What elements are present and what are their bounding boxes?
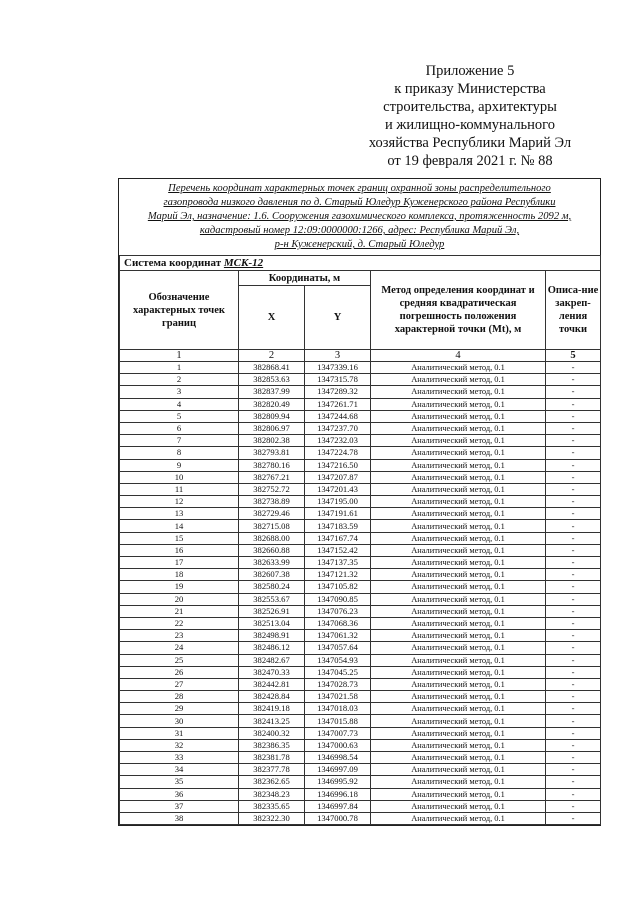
column-number: 4 xyxy=(371,350,546,362)
point-number-cell: 14 xyxy=(120,520,239,532)
description-cell: - xyxy=(546,630,601,642)
method-cell: Аналитический метод, 0.1 xyxy=(371,508,546,520)
description-cell: - xyxy=(546,435,601,447)
point-number-cell: 15 xyxy=(120,532,239,544)
x-coordinate-cell: 382381.78 xyxy=(239,752,305,764)
title-line: газопровода низкого давления по д. Старый Юледур Куженерского района Республики xyxy=(163,197,556,208)
title-line: Перечень координат характерных точек границ охранной зоны распределительного xyxy=(168,183,551,194)
point-number-cell: 1 xyxy=(120,362,239,374)
method-cell: Аналитический метод, 0.1 xyxy=(371,654,546,666)
point-number-cell: 8 xyxy=(120,447,239,459)
point-number-cell: 30 xyxy=(120,715,239,727)
header-line: Приложение 5 xyxy=(425,63,515,79)
description-cell: - xyxy=(546,398,601,410)
y-coordinate-cell: 1346997.09 xyxy=(305,764,371,776)
description-cell: - xyxy=(546,703,601,715)
method-cell: Аналитический метод, 0.1 xyxy=(371,422,546,434)
method-cell: Аналитический метод, 0.1 xyxy=(371,678,546,690)
method-cell: Аналитический метод, 0.1 xyxy=(371,666,546,678)
point-number-cell: 22 xyxy=(120,617,239,629)
description-cell: - xyxy=(546,752,601,764)
point-number-cell: 25 xyxy=(120,654,239,666)
point-number-cell: 11 xyxy=(120,483,239,495)
y-coordinate-cell: 1347000.78 xyxy=(305,812,371,824)
point-number-cell: 17 xyxy=(120,557,239,569)
column-number: 5 xyxy=(546,350,601,362)
table-row xyxy=(120,617,601,629)
method-cell: Аналитический метод, 0.1 xyxy=(371,459,546,471)
table-row xyxy=(120,752,601,764)
table-row xyxy=(120,800,601,812)
y-coordinate-cell: 1347054.93 xyxy=(305,654,371,666)
method-cell: Аналитический метод, 0.1 xyxy=(371,471,546,483)
table-row xyxy=(120,544,601,556)
y-coordinate-cell: 1346998.54 xyxy=(305,752,371,764)
table-row xyxy=(120,532,601,544)
point-number-cell: 21 xyxy=(120,605,239,617)
table-row xyxy=(120,678,601,690)
x-coordinate-cell: 382837.99 xyxy=(239,386,305,398)
method-cell: Аналитический метод, 0.1 xyxy=(371,520,546,532)
x-coordinate-cell: 382486.12 xyxy=(239,642,305,654)
table-row xyxy=(120,776,601,788)
description-cell: - xyxy=(546,715,601,727)
x-coordinate-cell: 382470.33 xyxy=(239,666,305,678)
x-coordinate-cell: 382400.32 xyxy=(239,727,305,739)
title-line: р-н Куженерский, д. Старый Юледур xyxy=(274,239,445,250)
table-row xyxy=(120,593,601,605)
x-coordinate-cell: 382362.65 xyxy=(239,776,305,788)
point-number-cell: 13 xyxy=(120,508,239,520)
description-cell: - xyxy=(546,605,601,617)
x-coordinate-cell: 382853.63 xyxy=(239,374,305,386)
col-method: Метод определения координат и средняя квадратическая погрешность положения характерной точки (Mt), м xyxy=(371,271,546,350)
method-cell: Аналитический метод, 0.1 xyxy=(371,557,546,569)
x-coordinate-cell: 382428.84 xyxy=(239,691,305,703)
description-cell: - xyxy=(546,593,601,605)
table-row xyxy=(120,398,601,410)
y-coordinate-cell: 1347028.73 xyxy=(305,678,371,690)
col-description: Описа-ние закреп-ления точки xyxy=(546,271,601,350)
x-coordinate-cell: 382752.72 xyxy=(239,483,305,495)
coordinate-system-label: Система координат xyxy=(124,257,222,269)
description-cell: - xyxy=(546,483,601,495)
table-row xyxy=(120,386,601,398)
y-coordinate-cell: 1347167.74 xyxy=(305,532,371,544)
method-cell: Аналитический метод, 0.1 xyxy=(371,752,546,764)
y-coordinate-cell: 1347000.63 xyxy=(305,739,371,751)
table-row xyxy=(120,471,601,483)
table-row xyxy=(120,739,601,751)
y-coordinate-cell: 1347018.03 xyxy=(305,703,371,715)
y-coordinate-cell: 1347207.87 xyxy=(305,471,371,483)
method-cell: Аналитический метод, 0.1 xyxy=(371,435,546,447)
method-cell: Аналитический метод, 0.1 xyxy=(371,800,546,812)
method-cell: Аналитический метод, 0.1 xyxy=(371,605,546,617)
y-coordinate-cell: 1347121.32 xyxy=(305,569,371,581)
description-cell: - xyxy=(546,532,601,544)
coordinate-system-row xyxy=(120,256,601,271)
table-row xyxy=(120,520,601,532)
description-cell: - xyxy=(546,776,601,788)
x-coordinate-cell: 382688.00 xyxy=(239,532,305,544)
x-coordinate-cell: 382767.21 xyxy=(239,471,305,483)
x-coordinate-cell: 382809.94 xyxy=(239,410,305,422)
table-row xyxy=(120,508,601,520)
y-coordinate-cell: 1347137.35 xyxy=(305,557,371,569)
description-cell: - xyxy=(546,678,601,690)
point-number-cell: 4 xyxy=(120,398,239,410)
table-row xyxy=(120,569,601,581)
y-coordinate-cell: 1347195.00 xyxy=(305,496,371,508)
x-coordinate-cell: 382715.08 xyxy=(239,520,305,532)
x-coordinate-cell: 382580.24 xyxy=(239,581,305,593)
y-coordinate-cell: 1347237.70 xyxy=(305,422,371,434)
coordinate-system-value: МСК-12 xyxy=(223,257,264,269)
table-row xyxy=(120,654,601,666)
y-coordinate-cell: 1347289.32 xyxy=(305,386,371,398)
point-number-cell: 16 xyxy=(120,544,239,556)
table-row xyxy=(120,483,601,495)
description-cell: - xyxy=(546,788,601,800)
x-coordinate-cell: 382377.78 xyxy=(239,764,305,776)
point-number-cell: 23 xyxy=(120,630,239,642)
method-cell: Аналитический метод, 0.1 xyxy=(371,715,546,727)
y-coordinate-cell: 1347232.03 xyxy=(305,435,371,447)
description-cell: - xyxy=(546,410,601,422)
x-coordinate-cell: 382513.04 xyxy=(239,617,305,629)
method-cell: Аналитический метод, 0.1 xyxy=(371,496,546,508)
coordinates-table-body xyxy=(120,362,601,825)
col-y: Y xyxy=(305,286,371,350)
description-cell: - xyxy=(546,691,601,703)
point-number-cell: 5 xyxy=(120,410,239,422)
y-coordinate-cell: 1347105.82 xyxy=(305,581,371,593)
point-number-cell: 12 xyxy=(120,496,239,508)
x-coordinate-cell: 382738.89 xyxy=(239,496,305,508)
point-number-cell: 7 xyxy=(120,435,239,447)
method-cell: Аналитический метод, 0.1 xyxy=(371,764,546,776)
description-cell: - xyxy=(546,459,601,471)
description-cell: - xyxy=(546,812,601,824)
x-coordinate-cell: 382419.18 xyxy=(239,703,305,715)
method-cell: Аналитический метод, 0.1 xyxy=(371,447,546,459)
table-row xyxy=(120,410,601,422)
y-coordinate-cell: 1347057.64 xyxy=(305,642,371,654)
y-coordinate-cell: 1347201.43 xyxy=(305,483,371,495)
col-x: X xyxy=(239,286,305,350)
description-cell: - xyxy=(546,800,601,812)
x-coordinate-cell: 382348.23 xyxy=(239,788,305,800)
table-row xyxy=(120,764,601,776)
x-coordinate-cell: 382802.38 xyxy=(239,435,305,447)
column-number: 3 xyxy=(305,350,371,362)
method-cell: Аналитический метод, 0.1 xyxy=(371,398,546,410)
table-row xyxy=(120,557,601,569)
point-number-cell: 3 xyxy=(120,386,239,398)
y-coordinate-cell: 1347076.23 xyxy=(305,605,371,617)
method-cell: Аналитический метод, 0.1 xyxy=(371,362,546,374)
description-cell: - xyxy=(546,581,601,593)
method-cell: Аналитический метод, 0.1 xyxy=(371,630,546,642)
table-row xyxy=(120,435,601,447)
point-number-cell: 34 xyxy=(120,764,239,776)
y-coordinate-cell: 1347090.85 xyxy=(305,593,371,605)
x-coordinate-cell: 382660.88 xyxy=(239,544,305,556)
table-row xyxy=(120,459,601,471)
point-number-cell: 24 xyxy=(120,642,239,654)
point-number-cell: 33 xyxy=(120,752,239,764)
column-number: 2 xyxy=(239,350,305,362)
title-line: кадастровый номер 12:09:0000000:1266, адрес: Республика Марий Эл, xyxy=(199,225,520,236)
y-coordinate-cell: 1346996.18 xyxy=(305,788,371,800)
method-cell: Аналитический метод, 0.1 xyxy=(371,788,546,800)
method-cell: Аналитический метод, 0.1 xyxy=(371,410,546,422)
y-coordinate-cell: 1347015.88 xyxy=(305,715,371,727)
table-row xyxy=(120,642,601,654)
method-cell: Аналитический метод, 0.1 xyxy=(371,569,546,581)
y-coordinate-cell: 1347007.73 xyxy=(305,727,371,739)
x-coordinate-cell: 382498.91 xyxy=(239,630,305,642)
table-row xyxy=(120,581,601,593)
table-row xyxy=(120,630,601,642)
description-cell: - xyxy=(546,471,601,483)
point-number-cell: 36 xyxy=(120,788,239,800)
y-coordinate-cell: 1346995.92 xyxy=(305,776,371,788)
coordinates-table xyxy=(119,255,601,825)
description-cell: - xyxy=(546,508,601,520)
y-coordinate-cell: 1347183.59 xyxy=(305,520,371,532)
header-line: к приказу Министерства xyxy=(394,81,546,97)
method-cell: Аналитический метод, 0.1 xyxy=(371,703,546,715)
description-cell: - xyxy=(546,422,601,434)
table-row xyxy=(120,727,601,739)
y-coordinate-cell: 1347244.68 xyxy=(305,410,371,422)
description-cell: - xyxy=(546,642,601,654)
y-coordinate-cell: 1347216.50 xyxy=(305,459,371,471)
point-number-cell: 32 xyxy=(120,739,239,751)
appendix-header xyxy=(340,62,600,170)
y-coordinate-cell: 1347315.78 xyxy=(305,374,371,386)
header-line: и жилищно-коммунального xyxy=(384,117,556,133)
description-cell: - xyxy=(546,386,601,398)
method-cell: Аналитический метод, 0.1 xyxy=(371,544,546,556)
x-coordinate-cell: 382820.49 xyxy=(239,398,305,410)
method-cell: Аналитический метод, 0.1 xyxy=(371,617,546,629)
method-cell: Аналитический метод, 0.1 xyxy=(371,812,546,824)
coordinates-document-frame xyxy=(118,178,601,826)
point-number-cell: 9 xyxy=(120,459,239,471)
x-coordinate-cell: 382335.65 xyxy=(239,800,305,812)
point-number-cell: 38 xyxy=(120,812,239,824)
point-number-cell: 27 xyxy=(120,678,239,690)
description-cell: - xyxy=(546,557,601,569)
y-coordinate-cell: 1346997.84 xyxy=(305,800,371,812)
point-number-cell: 18 xyxy=(120,569,239,581)
table-row xyxy=(120,812,601,824)
description-cell: - xyxy=(546,362,601,374)
description-cell: - xyxy=(546,569,601,581)
x-coordinate-cell: 382526.91 xyxy=(239,605,305,617)
column-numbers-row xyxy=(120,350,601,362)
column-number: 1 xyxy=(120,350,239,362)
y-coordinate-cell: 1347045.25 xyxy=(305,666,371,678)
x-coordinate-cell: 382413.25 xyxy=(239,715,305,727)
method-cell: Аналитический метод, 0.1 xyxy=(371,642,546,654)
y-coordinate-cell: 1347021.58 xyxy=(305,691,371,703)
title-line: Марий Эл, назначение: 1.6. Сооружения газохимического комплекса, протяженность 2092 м, xyxy=(147,211,572,222)
header-line: от 19 февраля 2021 г. № 88 xyxy=(387,153,553,169)
method-cell: Аналитический метод, 0.1 xyxy=(371,374,546,386)
table-row xyxy=(120,715,601,727)
x-coordinate-cell: 382482.67 xyxy=(239,654,305,666)
method-cell: Аналитический метод, 0.1 xyxy=(371,739,546,751)
x-coordinate-cell: 382868.41 xyxy=(239,362,305,374)
col-point-designation: Обозначение характерных точек границ xyxy=(120,271,239,350)
y-coordinate-cell: 1347224.78 xyxy=(305,447,371,459)
y-coordinate-cell: 1347152.42 xyxy=(305,544,371,556)
description-cell: - xyxy=(546,739,601,751)
method-cell: Аналитический метод, 0.1 xyxy=(371,386,546,398)
point-number-cell: 37 xyxy=(120,800,239,812)
table-row xyxy=(120,605,601,617)
table-row xyxy=(120,422,601,434)
table-row xyxy=(120,666,601,678)
x-coordinate-cell: 382386.35 xyxy=(239,739,305,751)
col-coordinates: Координаты, м xyxy=(239,271,371,286)
x-coordinate-cell: 382322.30 xyxy=(239,812,305,824)
point-number-cell: 20 xyxy=(120,593,239,605)
table-row xyxy=(120,447,601,459)
description-cell: - xyxy=(546,727,601,739)
header-line: хозяйства Республики Марий Эл xyxy=(368,135,572,151)
description-cell: - xyxy=(546,520,601,532)
point-number-cell: 26 xyxy=(120,666,239,678)
header-line: строительства, архитектуры xyxy=(383,99,557,115)
table-row xyxy=(120,691,601,703)
x-coordinate-cell: 382729.46 xyxy=(239,508,305,520)
y-coordinate-cell: 1347068.36 xyxy=(305,617,371,629)
method-cell: Аналитический метод, 0.1 xyxy=(371,691,546,703)
x-coordinate-cell: 382607.38 xyxy=(239,569,305,581)
description-cell: - xyxy=(546,544,601,556)
point-number-cell: 28 xyxy=(120,691,239,703)
document-title xyxy=(119,179,600,255)
table-row xyxy=(120,496,601,508)
point-number-cell: 19 xyxy=(120,581,239,593)
x-coordinate-cell: 382633.99 xyxy=(239,557,305,569)
point-number-cell: 31 xyxy=(120,727,239,739)
table-row xyxy=(120,374,601,386)
table-row xyxy=(120,703,601,715)
description-cell: - xyxy=(546,496,601,508)
method-cell: Аналитический метод, 0.1 xyxy=(371,581,546,593)
method-cell: Аналитический метод, 0.1 xyxy=(371,776,546,788)
x-coordinate-cell: 382806.97 xyxy=(239,422,305,434)
x-coordinate-cell: 382553.67 xyxy=(239,593,305,605)
description-cell: - xyxy=(546,447,601,459)
x-coordinate-cell: 382442.81 xyxy=(239,678,305,690)
point-number-cell: 2 xyxy=(120,374,239,386)
y-coordinate-cell: 1347061.32 xyxy=(305,630,371,642)
y-coordinate-cell: 1347191.61 xyxy=(305,508,371,520)
method-cell: Аналитический метод, 0.1 xyxy=(371,727,546,739)
point-number-cell: 29 xyxy=(120,703,239,715)
x-coordinate-cell: 382780.16 xyxy=(239,459,305,471)
point-number-cell: 10 xyxy=(120,471,239,483)
method-cell: Аналитический метод, 0.1 xyxy=(371,532,546,544)
y-coordinate-cell: 1347261.71 xyxy=(305,398,371,410)
method-cell: Аналитический метод, 0.1 xyxy=(371,593,546,605)
table-row xyxy=(120,362,601,374)
description-cell: - xyxy=(546,617,601,629)
point-number-cell: 35 xyxy=(120,776,239,788)
y-coordinate-cell: 1347339.16 xyxy=(305,362,371,374)
x-coordinate-cell: 382793.81 xyxy=(239,447,305,459)
table-row xyxy=(120,788,601,800)
description-cell: - xyxy=(546,764,601,776)
point-number-cell: 6 xyxy=(120,422,239,434)
description-cell: - xyxy=(546,374,601,386)
description-cell: - xyxy=(546,666,601,678)
description-cell: - xyxy=(546,654,601,666)
method-cell: Аналитический метод, 0.1 xyxy=(371,483,546,495)
